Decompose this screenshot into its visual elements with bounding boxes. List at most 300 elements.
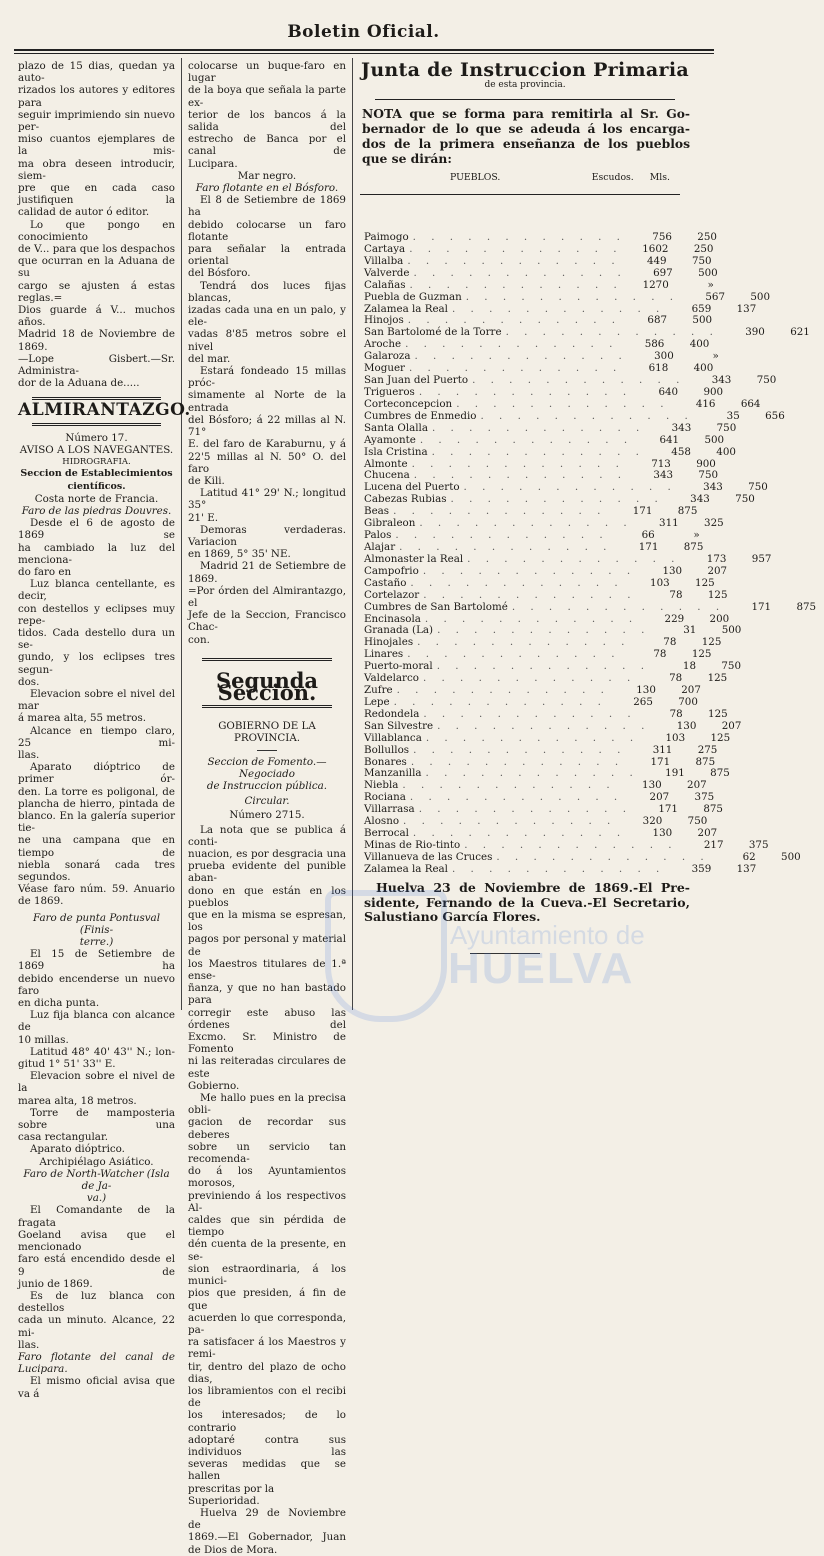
leader-dots: . . . . . . . . . . . . xyxy=(418,803,632,816)
escudos-value: 320 xyxy=(642,815,663,828)
pueblo-name: Linares xyxy=(364,648,404,661)
text-line: Luz fija blanca con alcance de xyxy=(18,1009,175,1034)
leader-dots: . . . . . . . . . . . . xyxy=(465,290,680,303)
escudos-value: 103 xyxy=(650,576,670,589)
mils-value: 125 xyxy=(701,636,722,649)
header-mils: Mls. xyxy=(649,172,670,184)
escudos-value: 130 xyxy=(662,564,683,577)
masthead-rule xyxy=(14,49,714,51)
mils-value: 900 xyxy=(696,457,716,470)
leader-dots: . . . . . . . . . . . . xyxy=(418,385,633,398)
header-escudos: Escudos. xyxy=(591,172,634,184)
mils-value: » xyxy=(693,529,700,542)
text-line: gitud 1° 51' 33'' E. xyxy=(18,1058,116,1071)
table-row xyxy=(364,588,728,602)
text-line: ñanza, y que no han bastado para xyxy=(188,982,346,1007)
text-line: de 1869. xyxy=(18,895,64,908)
pueblo-name: San Silvestre xyxy=(364,719,434,732)
leader-dots: . . . . . . . . . . . . xyxy=(393,695,607,708)
mils-value: 750 xyxy=(716,421,737,434)
text-line: do á los Ayuntamientos morosos, xyxy=(188,1165,346,1190)
text-line: para señalar la entrada oriental xyxy=(188,243,346,268)
mils-value: 750 xyxy=(691,254,712,267)
col2-p8 xyxy=(188,824,346,1092)
pueblo-name: Beas xyxy=(364,505,390,518)
pueblo-name: Hinojales xyxy=(364,636,414,649)
text-line: de Kili. xyxy=(188,474,225,487)
text-line: plazo de 15 dias, quedan ya auto- xyxy=(18,60,175,85)
masthead-title: Boletin Oficial. xyxy=(287,22,440,42)
masthead-rule-thin xyxy=(14,53,714,54)
leader-dots: . . . . . . . . . . . . xyxy=(412,827,627,840)
pueblo-name: Gibraleon xyxy=(364,517,416,530)
text-line: Excmo. Sr. Ministro de Fomento xyxy=(188,1031,346,1056)
mils-value: 125 xyxy=(707,588,728,601)
text-line: E. del faro de Karaburnu, y á xyxy=(188,438,346,451)
faro-bosforo: Faro flotante en el Bósforo. xyxy=(195,182,339,195)
pueblo-name: Zalamea la Real xyxy=(364,302,448,315)
text-line: vadas 8'85 metros sobre el nivel xyxy=(188,328,346,353)
aviso-navegantes: AVISO A LOS NAVEGANTES. xyxy=(19,443,174,456)
escudos-value: 458 xyxy=(671,445,691,458)
col1-p4 xyxy=(18,578,175,688)
text-line: gacion de recordar sus deberes xyxy=(188,1116,346,1141)
escudos-value: 390 xyxy=(745,326,765,339)
leader-dots: . . . . . . . . . . . . xyxy=(464,839,678,852)
text-line: Véase faro núm. 59. Anuario xyxy=(18,883,175,896)
leader-dots: . . . . . . . . . . . . xyxy=(410,576,624,589)
text-line: corregir este abuso las órdenes del xyxy=(188,1006,346,1031)
pueblo-name: Niebla xyxy=(364,779,399,792)
table-row xyxy=(364,707,728,721)
text-line: Salustiano García Flores. xyxy=(364,909,541,925)
leader-dots: . . . . . . . . . . . . xyxy=(472,374,686,387)
text-line: Desde el 6 de agosto de 1869 se xyxy=(18,517,175,542)
table-row xyxy=(364,421,737,435)
leader-dots: . . . . . . . . . . . . xyxy=(496,850,710,863)
mils-value: 900 xyxy=(703,385,724,398)
pueblo-name: Cumbres de Enmedio xyxy=(364,409,477,422)
mils-value: 957 xyxy=(751,552,772,565)
text-line: 22'5 millas al N. 50° O. del faro xyxy=(188,450,346,475)
mils-value: 375 xyxy=(748,839,769,852)
pueblo-name: Berrocal xyxy=(364,827,409,840)
text-line: —Lope Gisbert.—Sr. Administra- xyxy=(18,352,175,378)
text-line: izadas cada una en un palo, y ele- xyxy=(188,304,346,329)
mils-value: 137 xyxy=(736,302,757,315)
leader-dots: . . . . . . . . . . . . xyxy=(411,457,625,470)
col1-p9 xyxy=(18,1009,175,1046)
text-line: gundo, y los eclipses tres segun- xyxy=(18,651,175,676)
text-line: Demoras verdaderas. Variacion xyxy=(188,523,346,548)
text-line: Tendrá dos luces fijas blancas, xyxy=(188,279,346,304)
pueblo-name: Bonares xyxy=(364,755,407,768)
leader-dots: . . . . . . . . . . . . xyxy=(511,600,726,613)
table-row xyxy=(364,731,731,745)
pueblo-name: Puebla de Guzman xyxy=(364,290,462,303)
pueblo-name: Hinojos xyxy=(364,314,404,327)
text-line: en 1869, 5° 35' NE. xyxy=(188,548,291,561)
escudos-value: 343 xyxy=(671,421,692,434)
mils-value: 500 xyxy=(721,624,742,637)
text-line: cada un minuto. Alcance, 22 mi- xyxy=(18,1314,175,1339)
text-line: tir, dentro del plazo de ocho dias, xyxy=(188,1360,346,1385)
leader-dots: . . . . . . . . . . . . xyxy=(413,266,627,279)
mils-value: 875 xyxy=(695,755,716,768)
column-2 xyxy=(188,60,346,1556)
escudos-value: 618 xyxy=(648,362,669,375)
text-line: Gobierno. xyxy=(188,1079,240,1092)
text-line: llas. xyxy=(18,748,40,761)
leader-dots: . . . . . . . . . . . . xyxy=(467,552,681,565)
mils-value: 875 xyxy=(703,803,723,816)
text-line: =Por órden del Almirantazgo, el xyxy=(188,584,346,609)
leader-dots: . . . . . . . . . . . . xyxy=(431,421,646,434)
text-line: caldes que sin pérdida de tiempo xyxy=(188,1214,346,1239)
leader-dots: . . . . . . . . . . . . xyxy=(409,242,623,255)
pueblo-name: Villanueva de las Cruces xyxy=(364,850,493,863)
leader-dots: . . . . . . . . . . . . xyxy=(393,505,607,518)
mils-value: 400 xyxy=(693,362,714,375)
mils-value: 325 xyxy=(704,517,724,530)
text-line: ne una campana que en tiempo de xyxy=(18,834,175,859)
escudos-value: 130 xyxy=(652,827,673,840)
pueblo-name: Lucena del Puerto xyxy=(364,481,460,494)
text-line: acuerden lo que corresponda, pa- xyxy=(188,1311,346,1336)
mils-value: 125 xyxy=(707,672,728,685)
table-row xyxy=(364,564,728,578)
text-line: Torre de mamposteria sobre una xyxy=(18,1106,175,1132)
escudos-value: 171 xyxy=(751,600,772,613)
pueblo-name: Minas de Rio-tinto xyxy=(364,839,461,852)
mils-value: 375 xyxy=(694,791,715,804)
text-line: dos. xyxy=(18,675,40,688)
col2-p6 xyxy=(188,524,346,561)
column-divider-1 xyxy=(181,58,182,1010)
pueblo-name: Cortelazor xyxy=(364,588,420,601)
nota-text xyxy=(360,106,690,166)
escudos-value: 343 xyxy=(653,469,674,482)
col1-p2 xyxy=(18,219,175,390)
escudos-value: 171 xyxy=(632,505,653,518)
text-line: Alcance en tiempo claro, 25 mi- xyxy=(18,724,175,749)
text-line: Madrid 21 de Setiembre de 1869. xyxy=(188,560,346,585)
escudos-value: 217 xyxy=(703,839,724,852)
col1-p10 xyxy=(18,1046,175,1070)
pueblo-name: Castaño xyxy=(364,576,407,589)
faro-lucipara: Faro flotante del canal de Lucipara. xyxy=(18,1350,175,1376)
escudos-value: 416 xyxy=(695,397,716,410)
text-line: debido colocarse un faro flotante xyxy=(188,218,346,243)
text-line: Huelva 29 de Noviembre de xyxy=(188,1506,346,1532)
mils-value: 137 xyxy=(736,862,757,875)
leader-dots: . . . . . . . . . . . . xyxy=(423,588,637,601)
pueblo-name: Puerto-moral xyxy=(364,660,433,673)
leader-dots: . . . . . . . . . . . . xyxy=(425,731,640,744)
col1-faro2 xyxy=(18,912,175,949)
text-line: Aparato dióptrico de primer ór- xyxy=(18,761,175,786)
escudos-value: 756 xyxy=(652,231,672,243)
mils-value: 125 xyxy=(691,648,712,661)
pueblo-name: Villalba xyxy=(364,254,404,267)
escudos-value: 586 xyxy=(644,338,665,351)
escudos-value: 191 xyxy=(665,767,685,780)
mils-value: 750 xyxy=(756,374,777,387)
text-line: Madrid 18 de Noviembre de 1869. xyxy=(18,328,175,353)
leader-dots: . . . . . . . . . . . . xyxy=(407,314,622,327)
table-row xyxy=(364,290,771,304)
table-row xyxy=(364,409,785,423)
mils-value: 250 xyxy=(697,231,717,243)
pueblo-name: Galaroza xyxy=(364,350,411,363)
table-row xyxy=(364,862,757,876)
table-row xyxy=(364,576,715,590)
col1-p3 xyxy=(18,517,175,578)
col2-p7 xyxy=(188,560,346,645)
mils-value: 750 xyxy=(735,493,755,506)
mils-value: 621 xyxy=(790,326,810,339)
mils-value: 750 xyxy=(698,469,719,482)
pueblo-name: Moguer xyxy=(364,362,405,375)
table-row xyxy=(364,278,714,292)
segunda-seccion-heading: Segunda Seccion. xyxy=(215,667,319,705)
text-line: va.) xyxy=(86,1192,107,1205)
mils-value: 207 xyxy=(687,779,707,792)
col2-p5 xyxy=(188,487,346,524)
table-row xyxy=(364,433,725,447)
escudos-value: 713 xyxy=(651,457,671,470)
escudos-value: 78 xyxy=(669,672,683,685)
text-line: miso cuantos ejemplares de la mis- xyxy=(18,133,175,158)
col1-last: El mismo oficial avisa que va á xyxy=(18,1375,175,1400)
leader-dots: . . . . . . . . . . . . xyxy=(423,707,637,720)
text-line: den. La torre es poligonal, de xyxy=(18,785,175,798)
col2-p2 xyxy=(188,194,346,279)
mar-negro: Mar negro. xyxy=(237,169,297,182)
text-line: Goeland avisa que el mencionado xyxy=(18,1228,175,1254)
escudos-value: 1602 xyxy=(642,242,669,255)
text-line: ha cambiado la luz del menciona- xyxy=(18,541,175,566)
pueblo-name: Villarrasa xyxy=(364,803,415,816)
leader-dots: . . . . . . . . . . . . xyxy=(396,684,610,697)
table-row xyxy=(364,719,742,733)
table-row xyxy=(364,445,736,459)
text-line: Latitud 48° 40' 43'' N.; lon- xyxy=(30,1045,175,1058)
pueblo-name: Almonaster la Real xyxy=(364,552,464,565)
text-line: plancha de hierro, pintada de xyxy=(18,797,175,810)
mils-value: 750 xyxy=(748,481,768,494)
leader-dots: . . . . . . . . . . . . xyxy=(505,326,719,339)
text-line: Faro de North-Watcher (Isla de Ja- xyxy=(23,1167,170,1193)
pueblo-name: Campofrio xyxy=(364,564,419,577)
escudos-value: 641 xyxy=(659,433,680,446)
leader-dots: . . . . . . . . . . . . xyxy=(413,469,628,482)
escudos-value: 130 xyxy=(642,779,662,792)
text-line: debido encenderse un nuevo faro xyxy=(18,972,175,997)
text-line: del Bósforo; á 22 millas al N. 71° xyxy=(188,413,346,439)
text-line: sidente, Fernando de la Cueva.-El Secretario, xyxy=(364,894,690,910)
mils-value: 500 xyxy=(704,433,725,446)
pueblo-name: Redondela xyxy=(364,707,420,720)
pueblo-name: Valverde xyxy=(364,266,410,279)
table-row xyxy=(364,266,718,280)
escudos-value: 18 xyxy=(682,660,696,673)
mils-value: 250 xyxy=(693,242,714,255)
leader-dots: . . . . . . . . . . . . xyxy=(422,672,637,685)
text-line: terior de los bancos á la salida del xyxy=(188,108,346,134)
leader-dots: . . . . . . . . . . . . xyxy=(409,278,623,291)
junta-title: Junta de Instruccion Primaria xyxy=(361,59,689,81)
text-line: casa rectangular. xyxy=(18,1131,109,1144)
leader-dots: . . . . . . . . . . . . xyxy=(437,719,651,732)
leader-dots: . . . . . . . . . . . . xyxy=(402,779,616,792)
pueblo-name: Encinasola xyxy=(364,612,421,625)
text-line: de Dios de Mora. xyxy=(188,1543,278,1556)
text-line: Latitud 41° 29' N.; longitud 35° xyxy=(188,487,346,512)
escudos-value: 343 xyxy=(690,493,710,506)
pueblo-name: Palos xyxy=(364,529,392,542)
text-line: 1869.—El Gobernador, Juan xyxy=(188,1531,346,1544)
aparato: Aparato dióptrico. xyxy=(30,1143,125,1156)
text-line: dén cuenta de la presente, en se- xyxy=(188,1238,346,1263)
text-line: que en la misma se espresan, los xyxy=(188,909,346,934)
mils-value: » xyxy=(707,278,714,291)
escudos-value: 300 xyxy=(654,350,674,363)
escudos-value: 640 xyxy=(658,385,679,398)
mils-value: 200 xyxy=(709,612,730,625)
hidrografia: HIDROGRAFIA. xyxy=(62,457,131,468)
pueblo-name: Chucena xyxy=(364,469,410,482)
costa-norte: Costa norte de Francia. xyxy=(34,492,159,505)
col1-p6 xyxy=(18,725,175,762)
mils-value: 875 xyxy=(677,505,698,518)
text-line: nuacion, es por desgracia una xyxy=(188,847,346,860)
text-line: dor de la Aduana de..... xyxy=(18,377,140,390)
deuda-table xyxy=(364,231,817,876)
text-line: terre.) xyxy=(79,936,114,949)
mils-value: 400 xyxy=(716,445,736,458)
mils-value: 664 xyxy=(740,397,761,410)
leader-dots: . . . . . . . . . . . . xyxy=(463,481,677,494)
text-line: prueba evidente del punible aban- xyxy=(188,860,346,885)
text-line: los interesados; de lo contrario xyxy=(188,1409,346,1434)
text-line: Elevacion sobre el nivel del mar xyxy=(18,687,175,713)
escudos-value: 311 xyxy=(659,517,679,530)
text-line: Jefe de la Seccion, Francisco Chac- xyxy=(188,609,346,634)
leader-dots: . . . . . . . . . . . . xyxy=(436,660,650,673)
mils-value: 125 xyxy=(710,731,731,744)
text-line: estrecho de Banca por el canal de xyxy=(188,133,346,158)
pueblo-name: Calañas xyxy=(364,278,406,291)
mils-value: 400 xyxy=(689,338,710,351)
mils-value: 875 xyxy=(683,540,704,553)
mils-value: 207 xyxy=(707,564,728,577)
pueblo-name: Valdelarco xyxy=(364,672,419,685)
escudos-value: 78 xyxy=(663,636,677,649)
text-line: en dicha punta. xyxy=(18,997,100,1010)
text-line: blanco. En la galería superior tie- xyxy=(18,809,175,835)
escudos-value: 78 xyxy=(653,648,667,661)
text-line: los libramientos con el recibi de xyxy=(188,1384,346,1410)
escudos-value: 311 xyxy=(652,743,673,756)
pueblo-name: Zalamea la Real xyxy=(364,862,448,875)
escudos-value: 173 xyxy=(706,552,727,565)
escudos-value: 35 xyxy=(726,409,740,422)
escudos-value: 229 xyxy=(664,612,685,625)
text-line: Es de luz blanca con destellos xyxy=(18,1289,175,1315)
watermark-line2: HUELVA xyxy=(448,944,635,993)
junta-subtitle: de esta provincia. xyxy=(484,80,566,91)
text-line: pios que presiden, á fin de que xyxy=(188,1287,346,1312)
pueblo-name: Santa Olalla xyxy=(364,421,428,434)
pueblo-name: Trigueros xyxy=(364,385,415,398)
mils-value: 875 xyxy=(710,767,730,780)
text-line: Huelva 23 de Noviembre de 1869.-El Pre- xyxy=(376,880,690,895)
col2-p10 xyxy=(188,1507,346,1556)
escudos-value: 449 xyxy=(646,254,667,267)
text-line: severas medidas que se hallen xyxy=(188,1458,346,1483)
seccion-establecimientos: Seccion de Establecimientos científicos. xyxy=(20,468,173,492)
text-line: á marea alta, 55 metros. xyxy=(18,712,147,725)
pueblo-name: Villablanca xyxy=(364,731,422,744)
text-line: pagos por personal y material de xyxy=(188,933,346,958)
table-rule xyxy=(360,194,680,195)
mils-value: 125 xyxy=(708,707,728,720)
text-line: calidad de autor ó editor. xyxy=(18,206,150,219)
text-line: Elevacion sobre el nivel de la xyxy=(18,1070,175,1095)
col1-faro3 xyxy=(18,1168,175,1205)
mils-value: 500 xyxy=(698,266,718,279)
col3-footer xyxy=(364,881,690,925)
leader-dots: . . . . . . . . . . . . xyxy=(407,254,621,267)
text-line: junio de 1869. xyxy=(18,1277,93,1290)
pueblo-name: Isla Cristina xyxy=(364,445,428,458)
leader-dots: . . . . . . . . . . . . xyxy=(437,624,651,637)
text-line: cargo se ajusten á estas reglas.= xyxy=(18,279,175,304)
pueblo-name: Almonte xyxy=(364,457,408,470)
mils-value: 750 xyxy=(721,660,741,673)
pueblo-name: Ayamonte xyxy=(364,433,416,446)
leader-dots: . . . . . . . . . . . . xyxy=(408,362,623,375)
text-line: de la boya que señala la parte ex- xyxy=(188,84,346,109)
text-line: ra satisfacer á los Maestros y remi- xyxy=(188,1336,346,1361)
escudos-value: 207 xyxy=(649,791,670,804)
leader-dots: . . . . . . . . . . . . xyxy=(412,231,626,243)
col2-p1 xyxy=(188,60,346,170)
mils-value: 875 xyxy=(796,600,817,613)
leader-dots: . . . . . . . . . . . . xyxy=(409,791,624,804)
numero-2715: Número 2715. xyxy=(229,809,305,822)
mils-value: 207 xyxy=(681,684,701,697)
escudos-value: 103 xyxy=(665,731,686,744)
pueblo-name: Granada (La) xyxy=(364,624,434,637)
header-pueblos: PUEBLOS. xyxy=(450,172,501,184)
text-line: niebla sonará cada tres segundos. xyxy=(18,858,175,883)
junta-rule xyxy=(375,99,675,100)
escudos-value: 171 xyxy=(650,755,671,768)
text-line: 10 millas. xyxy=(18,1033,69,1046)
col1-p5 xyxy=(18,688,175,725)
text-line: prescritas por la Superioridad. xyxy=(188,1482,275,1507)
leader-dots: . . . . . . . . . . . . xyxy=(414,350,628,363)
escudos-value: 31 xyxy=(683,624,697,637)
leader-dots: . . . . . . . . . . . . xyxy=(431,445,645,458)
short-rule xyxy=(257,750,277,751)
text-line: Dios guarde á V... muchos años. xyxy=(18,304,175,329)
numero-17: Número 17. xyxy=(65,431,128,444)
leader-dots: . . . . . . . . . . . . xyxy=(403,815,617,828)
mils-value: 500 xyxy=(781,850,801,863)
